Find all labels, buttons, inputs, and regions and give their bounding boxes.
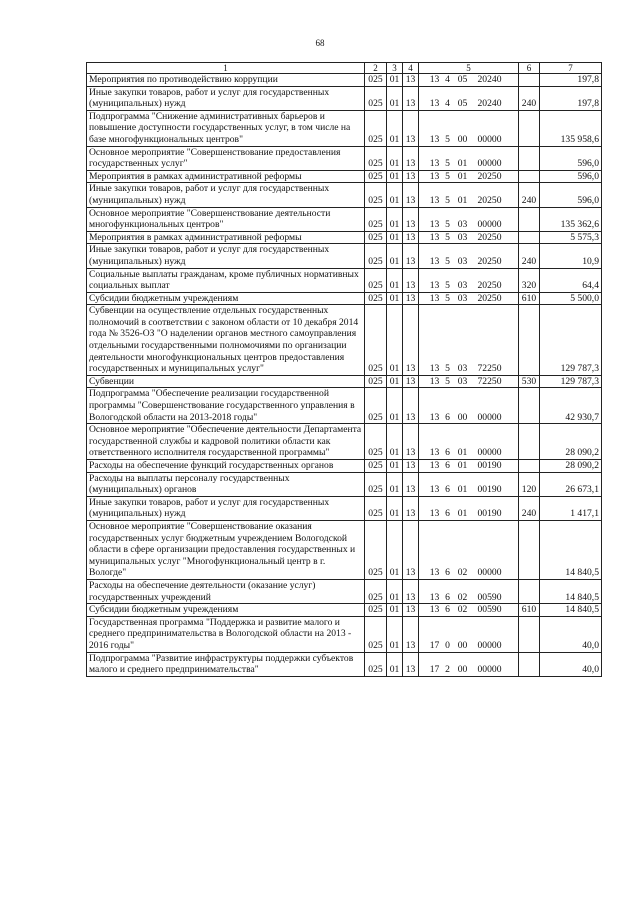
col-amount: 135 958,6 bbox=[540, 110, 602, 146]
col-expense-type: 240 bbox=[519, 183, 540, 207]
row-name: Социальные выплаты гражданам, кроме публичных нормативных социальных выплат bbox=[87, 268, 365, 292]
col-subsection: 13 bbox=[403, 375, 419, 388]
code-event: 05 bbox=[457, 98, 468, 110]
col-subsection: 13 bbox=[403, 183, 419, 207]
table-row bbox=[87, 375, 602, 388]
code-program: 13 bbox=[429, 604, 440, 616]
col-section: 01 bbox=[387, 520, 403, 579]
code-direction: 20250 bbox=[477, 231, 502, 243]
col-expense-type bbox=[519, 460, 540, 473]
col-expense-type bbox=[519, 424, 540, 460]
col-ministry: 025 bbox=[365, 292, 387, 305]
col-target-article bbox=[419, 424, 519, 460]
col-target-article bbox=[419, 520, 519, 579]
code-event: 01 bbox=[457, 170, 468, 182]
col-amount: 129 787,3 bbox=[540, 375, 602, 388]
table-row bbox=[87, 460, 602, 473]
row-name: Субвенции bbox=[87, 375, 365, 388]
col-amount: 5 500,0 bbox=[540, 292, 602, 305]
col-target-article bbox=[419, 460, 519, 473]
col-amount: 26 673,1 bbox=[540, 472, 602, 496]
col-amount: 197,8 bbox=[540, 74, 602, 87]
code-program: 13 bbox=[429, 74, 440, 85]
col-subsection: 13 bbox=[403, 244, 419, 268]
code-direction: 00000 bbox=[477, 664, 502, 676]
code-program: 13 bbox=[429, 219, 440, 231]
col-expense-type: 240 bbox=[519, 496, 540, 520]
row-name: Иные закупки товаров, работ и услуг для государственных (муниципальных) нужд bbox=[87, 183, 365, 207]
col-ministry: 025 bbox=[365, 183, 387, 207]
col-subsection: 13 bbox=[403, 460, 419, 473]
table-row bbox=[87, 472, 602, 496]
code-program: 13 bbox=[429, 411, 440, 423]
col-expense-type bbox=[519, 170, 540, 183]
table-row bbox=[87, 86, 602, 110]
code-program: 13 bbox=[429, 591, 440, 603]
col-target-article bbox=[419, 472, 519, 496]
row-name: Расходы на выплаты персоналу государственных (муниципальных) органов bbox=[87, 472, 365, 496]
code-subprogram: 4 bbox=[445, 74, 450, 85]
code-subprogram: 5 bbox=[445, 219, 450, 231]
col-section: 01 bbox=[387, 460, 403, 473]
code-direction: 20250 bbox=[477, 194, 502, 206]
code-event: 01 bbox=[457, 508, 468, 520]
col-target-article bbox=[419, 183, 519, 207]
col-expense-type bbox=[519, 110, 540, 146]
header-row bbox=[87, 63, 602, 74]
code-event: 00 bbox=[457, 664, 468, 676]
col-section: 01 bbox=[387, 616, 403, 652]
col-target-article bbox=[419, 305, 519, 376]
code-subprogram: 5 bbox=[445, 194, 450, 206]
code-direction: 00000 bbox=[477, 219, 502, 231]
table-row bbox=[87, 616, 602, 652]
code-event: 03 bbox=[457, 292, 468, 304]
table-row bbox=[87, 268, 602, 292]
header-col-3: 3 bbox=[387, 63, 403, 74]
table-row bbox=[87, 231, 602, 244]
col-section: 01 bbox=[387, 74, 403, 87]
code-direction: 20250 bbox=[477, 280, 502, 292]
header-col-4: 4 bbox=[403, 63, 419, 74]
header-col-2: 2 bbox=[365, 63, 387, 74]
row-name: Мероприятия в рамках административной реформы bbox=[87, 231, 365, 244]
code-event: 02 bbox=[457, 604, 468, 616]
col-subsection: 13 bbox=[403, 652, 419, 676]
code-direction: 00590 bbox=[477, 604, 502, 616]
col-expense-type: 240 bbox=[519, 244, 540, 268]
row-name: Мероприятия в рамках административной реформы bbox=[87, 170, 365, 183]
col-expense-type bbox=[519, 520, 540, 579]
header-col-7: 7 bbox=[540, 63, 602, 74]
col-expense-type: 610 bbox=[519, 604, 540, 617]
row-name: Иные закупки товаров, работ и услуг для государственных (муниципальных) нужд bbox=[87, 496, 365, 520]
col-target-article bbox=[419, 292, 519, 305]
row-name: Иные закупки товаров, работ и услуг для государственных (муниципальных) нужд bbox=[87, 244, 365, 268]
col-target-article bbox=[419, 244, 519, 268]
col-amount: 135 362,6 bbox=[540, 207, 602, 231]
col-target-article bbox=[419, 207, 519, 231]
col-amount: 596,0 bbox=[540, 170, 602, 183]
col-subsection: 13 bbox=[403, 292, 419, 305]
row-name: Субвенции на осуществление отдельных государственных полномочий в соответствии с законом области от 10 декабря 2014 года № 3526-ОЗ "О наделении органов местного самоуправления отдельными государственными полномочиями по организации деятельности многофункциональных центров предоставления государственных и муниципальных услуг" bbox=[87, 305, 365, 376]
code-program: 13 bbox=[429, 292, 440, 304]
col-expense-type: 120 bbox=[519, 472, 540, 496]
col-amount: 596,0 bbox=[540, 146, 602, 170]
col-subsection: 13 bbox=[403, 424, 419, 460]
col-amount: 28 090,2 bbox=[540, 460, 602, 473]
table-row bbox=[87, 244, 602, 268]
code-program: 13 bbox=[429, 363, 440, 375]
col-section: 01 bbox=[387, 424, 403, 460]
code-program: 13 bbox=[429, 231, 440, 243]
code-event: 00 bbox=[457, 133, 468, 145]
code-direction: 00000 bbox=[477, 567, 502, 579]
code-subprogram: 6 bbox=[445, 567, 450, 579]
col-expense-type bbox=[519, 579, 540, 603]
col-ministry: 025 bbox=[365, 74, 387, 87]
code-direction: 00000 bbox=[477, 447, 502, 459]
table-row bbox=[87, 74, 602, 87]
table-row bbox=[87, 388, 602, 424]
code-direction: 20250 bbox=[477, 170, 502, 182]
col-section: 01 bbox=[387, 231, 403, 244]
row-name: Основное мероприятие "Совершенствование оказания государственных услуг бюджетным учреждением Вологодской области в сфере организации предоставления государственных и муниципальных услуг "Многофункциональный центр в г. Вологде" bbox=[87, 520, 365, 579]
header-col-5: 5 bbox=[419, 63, 519, 74]
code-program: 13 bbox=[429, 98, 440, 110]
col-target-article bbox=[419, 604, 519, 617]
col-expense-type: 610 bbox=[519, 292, 540, 305]
code-event: 03 bbox=[457, 231, 468, 243]
code-program: 13 bbox=[429, 158, 440, 170]
code-direction: 20240 bbox=[477, 98, 502, 110]
col-section: 01 bbox=[387, 652, 403, 676]
code-direction: 00000 bbox=[477, 411, 502, 423]
code-event: 01 bbox=[457, 447, 468, 459]
row-name: Подпрограмма "Снижение административных барьеров и повышение доступности государственных услуг, в том числе на базе многофункциональных центров" bbox=[87, 110, 365, 146]
col-ministry: 025 bbox=[365, 496, 387, 520]
col-ministry: 025 bbox=[365, 579, 387, 603]
col-amount: 5 575,3 bbox=[540, 231, 602, 244]
table-row bbox=[87, 579, 602, 603]
code-subprogram: 4 bbox=[445, 98, 450, 110]
code-direction: 20250 bbox=[477, 292, 502, 304]
code-subprogram: 5 bbox=[445, 133, 450, 145]
col-subsection: 13 bbox=[403, 170, 419, 183]
code-subprogram: 2 bbox=[445, 664, 450, 676]
code-subprogram: 5 bbox=[445, 158, 450, 170]
col-expense-type: 530 bbox=[519, 375, 540, 388]
col-section: 01 bbox=[387, 207, 403, 231]
col-target-article bbox=[419, 110, 519, 146]
row-name: Государственная программа "Поддержка и развитие малого и среднего предпринимательства в Вологодской области на 2013 - 2016 годы" bbox=[87, 616, 365, 652]
col-section: 01 bbox=[387, 472, 403, 496]
col-amount: 40,0 bbox=[540, 616, 602, 652]
code-event: 01 bbox=[457, 484, 468, 496]
col-amount: 28 090,2 bbox=[540, 424, 602, 460]
col-amount: 14 840,5 bbox=[540, 579, 602, 603]
code-direction: 72250 bbox=[477, 375, 502, 387]
code-subprogram: 5 bbox=[445, 255, 450, 267]
col-target-article bbox=[419, 268, 519, 292]
col-ministry: 025 bbox=[365, 244, 387, 268]
col-subsection: 13 bbox=[403, 496, 419, 520]
table-row bbox=[87, 146, 602, 170]
code-program: 17 bbox=[429, 664, 440, 676]
code-program: 13 bbox=[429, 567, 440, 579]
col-ministry: 025 bbox=[365, 110, 387, 146]
col-subsection: 13 bbox=[403, 388, 419, 424]
col-target-article bbox=[419, 388, 519, 424]
code-direction: 00000 bbox=[477, 133, 502, 145]
col-subsection: 13 bbox=[403, 520, 419, 579]
col-ministry: 025 bbox=[365, 460, 387, 473]
table-row bbox=[87, 292, 602, 305]
code-subprogram: 5 bbox=[445, 375, 450, 387]
code-direction: 20240 bbox=[477, 74, 502, 85]
row-name: Субсидии бюджетным учреждениям bbox=[87, 292, 365, 305]
col-section: 01 bbox=[387, 86, 403, 110]
code-subprogram: 5 bbox=[445, 170, 450, 182]
code-direction: 00190 bbox=[477, 484, 502, 496]
code-subprogram: 0 bbox=[445, 639, 450, 651]
code-subprogram: 5 bbox=[445, 292, 450, 304]
code-direction: 00000 bbox=[477, 639, 502, 651]
col-subsection: 13 bbox=[403, 616, 419, 652]
table-row bbox=[87, 110, 602, 146]
code-subprogram: 6 bbox=[445, 591, 450, 603]
col-subsection: 13 bbox=[403, 146, 419, 170]
code-event: 03 bbox=[457, 280, 468, 292]
col-section: 01 bbox=[387, 496, 403, 520]
code-program: 13 bbox=[429, 460, 440, 471]
code-subprogram: 6 bbox=[445, 484, 450, 496]
col-subsection: 13 bbox=[403, 472, 419, 496]
code-subprogram: 6 bbox=[445, 508, 450, 520]
code-program: 13 bbox=[429, 508, 440, 520]
col-subsection: 13 bbox=[403, 74, 419, 87]
col-subsection: 13 bbox=[403, 231, 419, 244]
code-event: 02 bbox=[457, 567, 468, 579]
col-subsection: 13 bbox=[403, 604, 419, 617]
table-row bbox=[87, 520, 602, 579]
col-subsection: 13 bbox=[403, 86, 419, 110]
col-section: 01 bbox=[387, 170, 403, 183]
col-subsection: 13 bbox=[403, 268, 419, 292]
code-event: 00 bbox=[457, 639, 468, 651]
col-target-article bbox=[419, 74, 519, 87]
code-subprogram: 5 bbox=[445, 280, 450, 292]
col-target-article bbox=[419, 616, 519, 652]
code-direction: 00190 bbox=[477, 508, 502, 520]
code-event: 03 bbox=[457, 255, 468, 267]
row-name: Основное мероприятие "Совершенствование деятельности многофункциональных центров" bbox=[87, 207, 365, 231]
code-direction: 72250 bbox=[477, 363, 502, 375]
col-amount: 129 787,3 bbox=[540, 305, 602, 376]
code-event: 03 bbox=[457, 375, 468, 387]
col-section: 01 bbox=[387, 388, 403, 424]
col-ministry: 025 bbox=[365, 472, 387, 496]
col-expense-type bbox=[519, 74, 540, 87]
code-event: 01 bbox=[457, 158, 468, 170]
col-expense-type: 320 bbox=[519, 268, 540, 292]
page-number: 68 bbox=[315, 38, 325, 48]
code-event: 01 bbox=[457, 460, 468, 471]
col-amount: 1 417,1 bbox=[540, 496, 602, 520]
col-ministry: 025 bbox=[365, 305, 387, 376]
table-row bbox=[87, 496, 602, 520]
code-event: 05 bbox=[457, 74, 468, 85]
col-ministry: 025 bbox=[365, 170, 387, 183]
col-subsection: 13 bbox=[403, 579, 419, 603]
code-direction: 00590 bbox=[477, 591, 502, 603]
table-row bbox=[87, 305, 602, 376]
code-program: 13 bbox=[429, 255, 440, 267]
code-subprogram: 5 bbox=[445, 363, 450, 375]
row-name: Расходы на обеспечение функций государственных органов bbox=[87, 460, 365, 473]
col-subsection: 13 bbox=[403, 305, 419, 376]
row-name: Подпрограмма "Развитие инфраструктуры поддержки субъектов малого и среднего предпринимательства" bbox=[87, 652, 365, 676]
col-target-article bbox=[419, 231, 519, 244]
col-expense-type bbox=[519, 305, 540, 376]
col-target-article bbox=[419, 375, 519, 388]
table-row bbox=[87, 652, 602, 676]
row-name: Субсидии бюджетным учреждениям bbox=[87, 604, 365, 617]
col-expense-type bbox=[519, 207, 540, 231]
code-program: 13 bbox=[429, 375, 440, 387]
budget-table bbox=[86, 62, 602, 677]
header-col-1: 1 bbox=[87, 63, 365, 74]
col-ministry: 025 bbox=[365, 604, 387, 617]
code-direction: 20250 bbox=[477, 255, 502, 267]
col-section: 01 bbox=[387, 146, 403, 170]
col-subsection: 13 bbox=[403, 207, 419, 231]
col-expense-type bbox=[519, 652, 540, 676]
col-ministry: 025 bbox=[365, 231, 387, 244]
col-ministry: 025 bbox=[365, 86, 387, 110]
row-name: Мероприятия по противодействию коррупции bbox=[87, 74, 365, 87]
row-name: Основное мероприятие "Обеспечение деятельности Департамента государственной службы и кадровой политики области как ответственного исполнителя государственной программы" bbox=[87, 424, 365, 460]
col-section: 01 bbox=[387, 305, 403, 376]
code-subprogram: 6 bbox=[445, 447, 450, 459]
col-amount: 14 840,5 bbox=[540, 520, 602, 579]
col-ministry: 025 bbox=[365, 207, 387, 231]
col-amount: 64,4 bbox=[540, 268, 602, 292]
code-direction: 00190 bbox=[477, 460, 502, 471]
code-event: 03 bbox=[457, 363, 468, 375]
row-name: Расходы на обеспечение деятельности (оказание услуг) государственных учреждений bbox=[87, 579, 365, 603]
col-section: 01 bbox=[387, 110, 403, 146]
col-expense-type bbox=[519, 231, 540, 244]
table-row bbox=[87, 424, 602, 460]
code-event: 00 bbox=[457, 411, 468, 423]
col-section: 01 bbox=[387, 244, 403, 268]
col-section: 01 bbox=[387, 268, 403, 292]
code-subprogram: 6 bbox=[445, 411, 450, 423]
col-section: 01 bbox=[387, 604, 403, 617]
table-row bbox=[87, 207, 602, 231]
code-direction: 00000 bbox=[477, 158, 502, 170]
col-section: 01 bbox=[387, 183, 403, 207]
table-row bbox=[87, 183, 602, 207]
col-subsection: 13 bbox=[403, 110, 419, 146]
col-section: 01 bbox=[387, 579, 403, 603]
code-subprogram: 6 bbox=[445, 604, 450, 616]
col-ministry: 025 bbox=[365, 424, 387, 460]
col-amount: 14 840,5 bbox=[540, 604, 602, 617]
col-target-article bbox=[419, 652, 519, 676]
col-expense-type bbox=[519, 388, 540, 424]
col-amount: 10,9 bbox=[540, 244, 602, 268]
col-target-article bbox=[419, 170, 519, 183]
col-target-article bbox=[419, 579, 519, 603]
col-section: 01 bbox=[387, 292, 403, 305]
col-ministry: 025 bbox=[365, 268, 387, 292]
code-subprogram: 5 bbox=[445, 231, 450, 243]
col-expense-type bbox=[519, 146, 540, 170]
col-amount: 42 930,7 bbox=[540, 388, 602, 424]
code-program: 13 bbox=[429, 170, 440, 182]
header-col-6: 6 bbox=[519, 63, 540, 74]
col-ministry: 025 bbox=[365, 652, 387, 676]
col-ministry: 025 bbox=[365, 375, 387, 388]
code-event: 03 bbox=[457, 219, 468, 231]
row-name: Подпрограмма "Обеспечение реализации государственной программы "Совершенствование государственного управления в Вологодской области на 2013-2018 годы" bbox=[87, 388, 365, 424]
col-amount: 596,0 bbox=[540, 183, 602, 207]
col-ministry: 025 bbox=[365, 520, 387, 579]
col-target-article bbox=[419, 146, 519, 170]
table-row bbox=[87, 170, 602, 183]
col-expense-type: 240 bbox=[519, 86, 540, 110]
col-amount: 197,8 bbox=[540, 86, 602, 110]
code-event: 01 bbox=[457, 194, 468, 206]
col-section: 01 bbox=[387, 375, 403, 388]
code-program: 13 bbox=[429, 133, 440, 145]
col-target-article bbox=[419, 86, 519, 110]
col-expense-type bbox=[519, 616, 540, 652]
col-ministry: 025 bbox=[365, 616, 387, 652]
row-name: Основное мероприятие "Совершенствование предоставления государственных услуг" bbox=[87, 146, 365, 170]
code-subprogram: 6 bbox=[445, 460, 450, 471]
code-program: 13 bbox=[429, 484, 440, 496]
row-name: Иные закупки товаров, работ и услуг для государственных (муниципальных) нужд bbox=[87, 86, 365, 110]
col-amount: 40,0 bbox=[540, 652, 602, 676]
code-program: 13 bbox=[429, 447, 440, 459]
table-row bbox=[87, 604, 602, 617]
code-program: 13 bbox=[429, 280, 440, 292]
col-ministry: 025 bbox=[365, 146, 387, 170]
code-program: 17 bbox=[429, 639, 440, 651]
code-program: 13 bbox=[429, 194, 440, 206]
col-ministry: 025 bbox=[365, 388, 387, 424]
col-target-article bbox=[419, 496, 519, 520]
code-event: 02 bbox=[457, 591, 468, 603]
